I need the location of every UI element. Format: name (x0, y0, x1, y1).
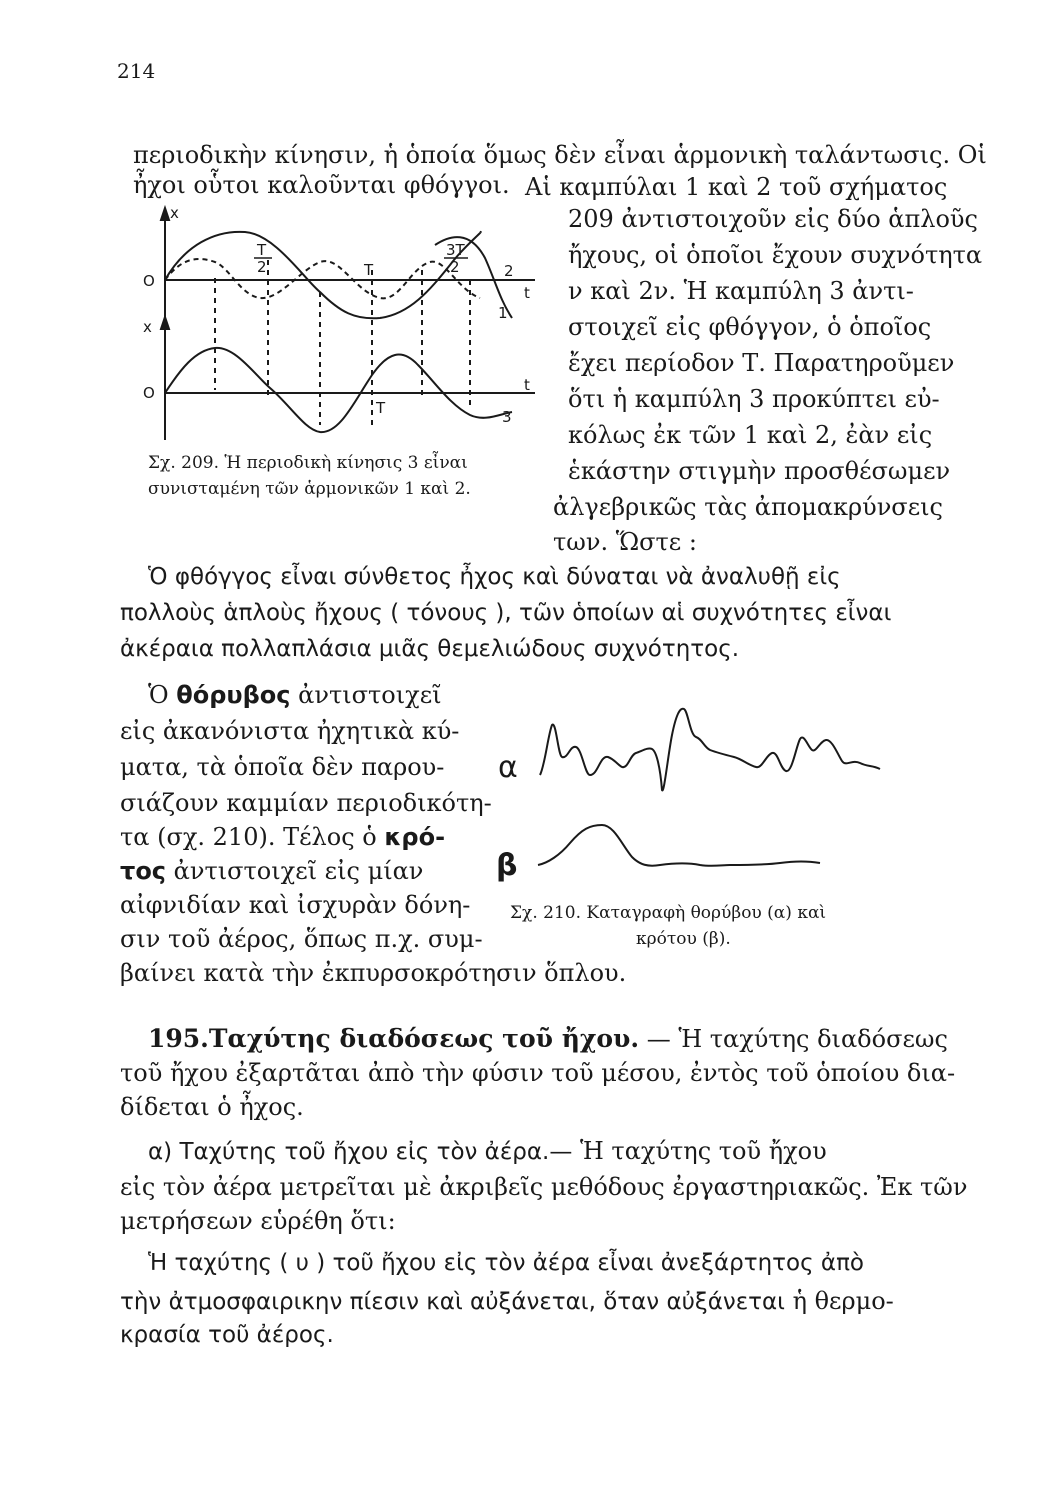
definition-line-2: πολλοὺς ἁπλοὺς ἤχους ( τόνους ), τῶν ὁποίων αἱ συχνότητες εἶναι (120, 600, 892, 626)
section-195-line-3: δίδεται ὁ ἦχος. (120, 1093, 304, 1121)
right-column-line: κόλως ἐκ τῶν 1 καὶ 2, ἐὰν εἰς (568, 421, 933, 449)
label-t-bottom: t (524, 376, 530, 394)
definition-line-3: ἀκέραια πολλαπλάσια μιᾶς θεμελιώδους συχνότητος. (120, 636, 740, 662)
rule-line-2: τὴν ἀτμοσφαιρικην πίεσιν καὶ αὐξάνεται, ὅταν αὐξάνεται ἡ θερμο- (120, 1287, 894, 1315)
term-noise: θόρυβος (176, 681, 291, 709)
label-t-top: t (524, 284, 530, 302)
figure-209-caption-line-1: Σχ. 209. Ἡ περιοδικὴ κίνησις 3 εἶναι (148, 453, 468, 473)
noise-line-3: ματα, τὰ ὁποῖα δὲν παρου- (120, 753, 445, 781)
right-column-line: των. Ὥστε : (553, 528, 697, 556)
label-half-T-den: 2 (257, 258, 267, 276)
label-3T-den: 2 (450, 258, 460, 276)
label-3T-num: 3T (446, 241, 465, 259)
figure-209-caption-line-2: συνισταμένη τῶν ἁρμονικῶν 1 καὶ 2. (148, 479, 471, 499)
noise-line-5: τα (σχ. 210). Τέλος ὁ κρό- (120, 823, 446, 851)
term-crack: κρό- (384, 823, 446, 851)
section-195-line-2: τοῦ ἤχου ἐξαρτᾶται ἀπὸ τὴν φύσιν τοῦ μέσου, ἐντὸς τοῦ ὁποίου δια- (120, 1059, 956, 1087)
label-half-T-num: T (257, 241, 267, 259)
label-curve-3: 3 (502, 408, 512, 426)
label-x-bottom: x (143, 318, 152, 336)
label-curve-1: 1 (498, 304, 508, 322)
subsection-a-line-2: εἰς τὸν ἀέρα μετρεῖται μὲ ἀκριβεῖς μεθόδους ἐργαστηριακῶς. Ἐκ τῶν (120, 1173, 968, 1201)
right-column-line: ἔχει περίοδον Τ. Παρατηροῦμεν (568, 349, 955, 377)
intro-line-2-continued: Αἱ καμπύλαι 1 καὶ 2 τοῦ σχήματος (525, 173, 948, 201)
section-195-line-1: 195.Ταχύτης διαδόσεως τοῦ ἤχου. — Ἡ ταχύτης διαδόσεως (148, 1024, 948, 1053)
noise-line-1: Ὁ θόρυβος ἀντιστοιχεῖ (148, 681, 442, 709)
rule-line-3: κρασία τοῦ ἀέρος. (120, 1322, 334, 1348)
right-column-line: ἤχους, οἱ ὁποῖοι ἔχουν συχνότητα (568, 241, 983, 269)
figure-209-waveforms (140, 200, 540, 450)
noise-line-9: βαίνει κατὰ τὴν ἐκπυρσοκρότησιν ὅπλου. (120, 959, 627, 987)
label-T-mid: T (364, 261, 374, 279)
curve-2 (165, 259, 480, 298)
right-column-line: ἀλγεβρικῶς τὰς ἀπομακρύνσεις (553, 493, 943, 521)
figure-210-recordings (490, 695, 930, 895)
noise-line-8: σιν τοῦ ἀέρος, ὅπως π.χ. συμ- (120, 925, 483, 953)
section-195-title: 195.Ταχύτης διαδόσεως τοῦ ἤχου. (148, 1024, 640, 1053)
curve-1 (165, 232, 481, 318)
subsection-a-line-1: α) Ταχύτης τοῦ ἤχου εἰς τὸν ἀέρα.— Ἡ ταχύτης τοῦ ἤχου (148, 1137, 827, 1165)
right-column-line: 209 ἀντιστοιχοῦν εἰς δύο ἁπλοῦς (568, 205, 978, 233)
label-T-bottom: T (376, 399, 386, 417)
label-origin-top: O (143, 272, 155, 290)
intro-line-2: ἦχοι οὗτοι καλοῦνται φθόγγοι. (133, 171, 510, 199)
subsection-a-line-3: μετρήσεων εὑρέθη ὅτι: (120, 1207, 396, 1235)
intro-line-1: περιοδικὴν κίνησιν, ἡ ὁποία ὅμως δὲν εἶναι ἁρμονικὴ ταλάντωσις. Οἱ (133, 141, 987, 169)
noise-line-2: εἰς ἀκανόνιστα ἠχητικὰ κύ- (120, 717, 460, 745)
rule-line-1: Ἡ ταχύτης ( υ ) τοῦ ἤχου εἰς τὸν ἀέρα εἶναι ἀνεξάρτητος ἀπὸ (148, 1250, 864, 1276)
figure-210-caption-line-2: κρότου (β). (636, 929, 731, 949)
page-number: 214 (117, 59, 156, 83)
figure-210-caption-line-1: Σχ. 210. Καταγραφὴ θορύβου (α) καὶ (510, 903, 827, 923)
label-beta: β (496, 848, 518, 883)
label-alpha: α (498, 750, 518, 785)
curve-3 (165, 348, 512, 432)
noise-waveform (540, 709, 880, 791)
top-axis-arrow (161, 208, 169, 220)
subsection-a-heading: α) Ταχύτης τοῦ ἤχου εἰς τὸν ἀέρα.— (148, 1139, 573, 1165)
right-column-line: ν καὶ 2ν. Ἡ καμπύλη 3 ἀντι- (568, 277, 914, 305)
right-column-line: ἑκάστην στιγμὴν προσθέσωμεν (568, 457, 951, 485)
label-curve-2: 2 (504, 262, 514, 280)
label-x-top: x (170, 204, 179, 222)
noise-line-7: αἰφνιδίαν καὶ ἰσχυρὰν δόνη- (120, 891, 471, 919)
noise-line-4: σιάζουν καμμίαν περιοδικότη- (120, 789, 492, 817)
noise-line-6: τος ἀντιστοιχεῖ εἰς μίαν (120, 857, 424, 885)
crack-waveform (538, 825, 820, 866)
label-origin-bottom: O (143, 384, 155, 402)
definition-line-1: Ὁ φθόγγος εἶναι σύνθετος ἦχος καὶ δύναται νὰ ἀναλυθῇ εἰς (148, 564, 841, 590)
bottom-axis-arrow (161, 317, 169, 329)
right-column-line: στοιχεῖ εἰς φθόγγον, ὁ ὁποῖος (568, 313, 932, 341)
right-column-line: ὅτι ἡ καμπύλη 3 προκύπτει εὐ- (568, 385, 940, 413)
